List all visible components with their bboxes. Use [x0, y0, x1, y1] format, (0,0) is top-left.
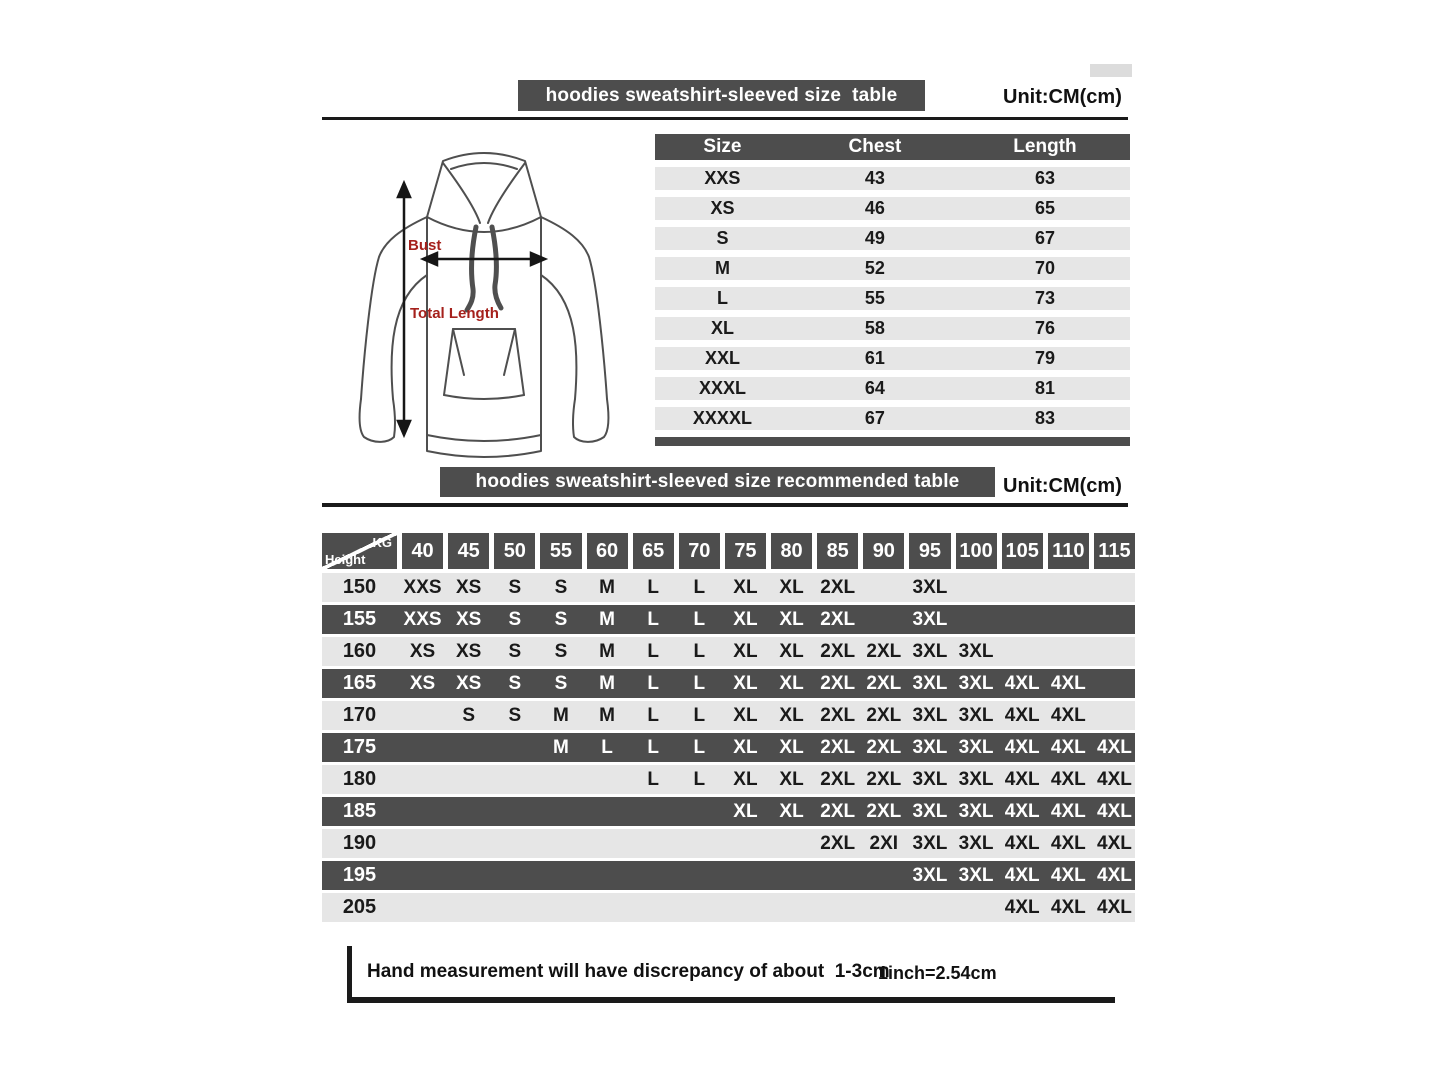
- recommended-size-cell: L: [693, 736, 706, 758]
- size-table-cell: 70: [1034, 258, 1055, 278]
- recommended-size-cell: M: [553, 736, 569, 758]
- weight-header-cell: 85: [817, 533, 858, 569]
- recommended-size-cell: S: [554, 672, 568, 694]
- weight-header-cell: 100: [956, 533, 997, 569]
- footnote-text: Hand measurement will have discrepancy of about 1-3cm: [367, 961, 890, 982]
- size-table-row: [655, 197, 1130, 220]
- recommended-size-cell: 2XL: [820, 800, 856, 822]
- recommended-size-cell: M: [599, 608, 615, 630]
- height-cell: 195: [342, 864, 377, 886]
- recommended-size-cell: 4XL: [1097, 800, 1132, 822]
- kg-label: KG: [372, 535, 392, 550]
- reco-table-row: [322, 637, 1135, 666]
- recommended-size-cell: 3XL: [912, 832, 948, 854]
- recommended-size-cell: XS: [456, 608, 482, 630]
- recommended-size-cell: 2XL: [820, 832, 856, 854]
- recommended-size-cell: 3XL: [912, 768, 948, 790]
- recommended-size-cell: 4XL: [1097, 864, 1132, 886]
- recommended-size-cell: 2XL: [820, 640, 856, 662]
- recommended-size-cell: L: [693, 576, 706, 598]
- recommended-size-cell: L: [647, 704, 659, 726]
- size-table-row: [655, 227, 1130, 250]
- recommended-size-cell: 4XL: [1004, 896, 1040, 918]
- recommended-size-cell: 2XL: [820, 576, 856, 598]
- recommended-size-cell: 3XL: [958, 800, 994, 822]
- size-table-cell: 79: [1034, 348, 1055, 368]
- recommended-size-cell: S: [508, 640, 522, 662]
- size-table-cell: 58: [864, 318, 885, 338]
- reco-table-row: [322, 797, 1135, 826]
- recommended-size-cell: 2XI: [869, 832, 899, 854]
- size-table-cell: XXXXL: [692, 408, 752, 428]
- size-table-cell: XXS: [704, 168, 741, 188]
- recommended-size-cell: XL: [779, 704, 804, 726]
- recommended-size-cell: 2XL: [820, 608, 856, 630]
- weight-header-cell: 90: [863, 533, 904, 569]
- unit-label-bottom: Unit:CM(cm): [1003, 475, 1122, 497]
- recommended-size-cell: 3XL: [958, 832, 994, 854]
- recommended-size-cell: L: [693, 608, 706, 630]
- recommended-size-cell: 3XL: [912, 704, 948, 726]
- weight-header-cell: 50: [494, 533, 535, 569]
- recommended-size-cell: 4XL: [1097, 832, 1132, 854]
- size-table-cell: 76: [1034, 318, 1055, 338]
- recommended-size-cell: L: [601, 736, 613, 758]
- weight-header-cell: 110: [1048, 533, 1089, 569]
- hoodie-diagram: [333, 133, 635, 465]
- size-table-row: [655, 287, 1130, 310]
- recommended-size-cell: 3XL: [912, 736, 948, 758]
- size-table-cell: 64: [864, 378, 885, 398]
- reco-table-row: [322, 605, 1135, 634]
- recommended-size-cell: XL: [779, 736, 804, 758]
- weight-header-cell: 115: [1094, 533, 1135, 569]
- size-table: [655, 134, 1130, 446]
- recommended-size-cell: XS: [409, 640, 436, 662]
- recommended-size-cell: 2XL: [820, 736, 856, 758]
- unit-label-top: Unit:CM(cm): [1003, 86, 1122, 108]
- size-table-cell: 83: [1034, 408, 1055, 428]
- size-table-cell: 63: [1034, 168, 1055, 188]
- recommended-size-cell: 2XL: [866, 704, 902, 726]
- recommended-size-cell: XS: [456, 672, 482, 694]
- height-cell: 150: [342, 576, 377, 598]
- corner-cell: [322, 533, 397, 569]
- recommended-size-cell: XL: [733, 768, 758, 790]
- recommended-size-cell: 2XL: [866, 640, 902, 662]
- recommended-size-cell: XL: [779, 672, 804, 694]
- recommended-size-cell: 3XL: [912, 576, 948, 598]
- size-table-header: [655, 134, 1130, 160]
- reco-table-row: [322, 893, 1135, 922]
- size-table-cell: 67: [864, 408, 885, 428]
- size-table-cell: 55: [864, 288, 885, 308]
- size-table-cell: 73: [1034, 288, 1055, 308]
- recommended-size-cell: 4XL: [1004, 800, 1040, 822]
- recommended-size-cell: M: [599, 704, 615, 726]
- recommended-size-cell: 4XL: [1004, 768, 1040, 790]
- weight-header-cell: 55: [540, 533, 581, 569]
- recommended-size-cell: L: [693, 672, 706, 694]
- weight-header-cell: 65: [633, 533, 674, 569]
- recommended-size-cell: 3XL: [912, 800, 948, 822]
- recommended-size-cell: 3XL: [958, 672, 994, 694]
- size-table-row: [655, 407, 1130, 430]
- recommended-size-cell: M: [599, 640, 615, 662]
- size-table-row: [655, 167, 1130, 190]
- size-table-cell: M: [714, 258, 730, 278]
- recommended-size-cell: L: [693, 768, 706, 790]
- reco-table-row: [322, 765, 1135, 794]
- recommended-size-cell: 2XL: [820, 672, 856, 694]
- recommended-size-cell: XL: [779, 576, 804, 598]
- weight-header-cell: 60: [587, 533, 628, 569]
- recommended-size-cell: M: [599, 672, 615, 694]
- recommended-size-cell: L: [693, 704, 706, 726]
- weight-header-cell: 105: [1002, 533, 1043, 569]
- recommended-size-cell: L: [647, 768, 659, 790]
- size-table-header-cell: Length: [1013, 136, 1077, 157]
- weight-header-cell: 80: [771, 533, 812, 569]
- recommended-size-cell: S: [508, 608, 522, 630]
- recommended-size-cell: 3XL: [958, 640, 994, 662]
- height-cell: 190: [342, 832, 377, 854]
- reco-table-header: [322, 533, 1135, 569]
- recommended-size-cell: S: [508, 672, 522, 694]
- recommended-size-cell: 4XL: [1050, 800, 1086, 822]
- height-cell: 185: [342, 800, 377, 822]
- recommended-size-cell: 4XL: [1004, 704, 1040, 726]
- recommended-size-cell: 2XL: [866, 800, 902, 822]
- recommended-size-cell: XL: [733, 704, 758, 726]
- size-table-row: [655, 347, 1130, 370]
- reco-table-row: [322, 573, 1135, 602]
- recommended-size-cell: S: [508, 704, 522, 726]
- reco-table-row: [322, 701, 1135, 730]
- recommended-size-cell: XL: [733, 672, 758, 694]
- size-table-cell: 49: [864, 228, 885, 248]
- size-table-cell: 43: [864, 168, 885, 188]
- recommended-size-cell: XL: [733, 800, 758, 822]
- recommended-size-cell: 4XL: [1097, 736, 1132, 758]
- recommended-size-cell: 3XL: [958, 704, 994, 726]
- reco-table-row: [322, 829, 1135, 858]
- recommended-size-cell: 3XL: [958, 736, 994, 758]
- size-table-cell: XXL: [704, 348, 740, 368]
- divider-line-top: [322, 117, 1128, 120]
- recommended-size-cell: 2XL: [820, 768, 856, 790]
- recommended-size-cell: L: [647, 736, 659, 758]
- size-table-header-cell: Size: [703, 136, 742, 157]
- recommended-size-cell: XXS: [403, 576, 442, 598]
- recommended-size-cell: S: [508, 576, 522, 598]
- weight-header-cell: 75: [725, 533, 766, 569]
- height-cell: 160: [342, 640, 377, 662]
- weight-header-cell: 95: [909, 533, 950, 569]
- size-table-title: hoodies sweatshirt-sleeved size table: [518, 80, 925, 111]
- recommended-size-cell: XL: [733, 736, 758, 758]
- recommended-size-cell: XL: [779, 640, 804, 662]
- height-label: Height: [325, 552, 366, 567]
- size-table-cell: XS: [710, 198, 735, 218]
- recommended-size-cell: 4XL: [1050, 672, 1086, 694]
- footnote-vertical-rule: [347, 946, 352, 1003]
- recommended-size-cell: 4XL: [1050, 768, 1086, 790]
- height-cell: 165: [342, 672, 377, 694]
- size-table-cell: XL: [710, 318, 734, 338]
- recommended-size-cell: 2XL: [866, 736, 902, 758]
- recommended-size-cell: 4XL: [1050, 896, 1086, 918]
- recommended-size-cell: XXS: [403, 608, 442, 630]
- pocket: [444, 329, 524, 399]
- recommended-size-cell: XL: [733, 608, 758, 630]
- recommended-size-cell: 4XL: [1004, 736, 1040, 758]
- size-table-cell: 65: [1034, 198, 1055, 218]
- bust-label: Bust: [408, 237, 442, 254]
- size-table-cell: 61: [864, 348, 885, 368]
- recommended-size-cell: XL: [779, 800, 804, 822]
- recommended-size-cell: 2XL: [866, 672, 902, 694]
- conversion-note: 1inch=2.54cm: [878, 963, 997, 983]
- recommended-size-cell: L: [647, 672, 659, 694]
- recommended-size-cell: XS: [456, 640, 482, 662]
- height-cell: 180: [342, 768, 377, 790]
- recommended-size-cell: 4XL: [1004, 864, 1040, 886]
- recommended-size-cell: M: [599, 576, 615, 598]
- recommended-size-cell: S: [554, 640, 568, 662]
- recommended-size-cell: 2XL: [866, 768, 902, 790]
- size-table-footer-bar: [655, 437, 1130, 446]
- size-table-cell: XXXL: [698, 378, 746, 398]
- recommended-size-cell: XL: [779, 608, 804, 630]
- recommended-size-cell: 3XL: [912, 672, 948, 694]
- divider-line-bottom: [322, 503, 1128, 507]
- recommended-table-title: hoodies sweatshirt-sleeved size recommended table: [440, 467, 995, 497]
- height-cell: 175: [342, 736, 377, 758]
- size-table-cell: 67: [1034, 228, 1055, 248]
- size-table-cell: 46: [864, 198, 885, 218]
- recommended-size-cell: L: [647, 608, 659, 630]
- size-table-row: [655, 377, 1130, 400]
- weight-header-cell: 40: [402, 533, 443, 569]
- recommended-size-cell: L: [647, 640, 659, 662]
- size-table-row: [655, 257, 1130, 280]
- footnote-horizontal-rule: [347, 997, 1115, 1003]
- recommended-size-cell: S: [554, 608, 568, 630]
- recommended-size-cell: 3XL: [958, 768, 994, 790]
- recommended-size-cell: S: [462, 704, 476, 726]
- size-table-cell: 52: [864, 258, 885, 278]
- reco-table-row: [322, 669, 1135, 698]
- recommended-size-cell: L: [693, 640, 706, 662]
- recommended-size-cell: 4XL: [1050, 864, 1086, 886]
- recommended-size-cell: XS: [409, 672, 436, 694]
- recommended-size-cell: 4XL: [1050, 736, 1086, 758]
- total-length-label: Total Length: [410, 305, 499, 322]
- size-table-body: [655, 167, 1130, 430]
- reco-table-body: [322, 573, 1135, 922]
- weight-header-cell: 45: [448, 533, 489, 569]
- recommended-size-cell: M: [553, 704, 569, 726]
- reco-table-row: [322, 861, 1135, 890]
- recommended-size-cell: 4XL: [1004, 672, 1040, 694]
- size-table-cell: 81: [1034, 378, 1055, 398]
- height-cell: 155: [342, 608, 377, 630]
- recommended-size-cell: XS: [456, 576, 482, 598]
- recommended-table: [322, 533, 1135, 925]
- recommended-size-cell: XL: [779, 768, 804, 790]
- height-cell: 205: [342, 896, 377, 918]
- recommended-size-cell: L: [647, 576, 659, 598]
- recommended-size-cell: 4XL: [1097, 768, 1132, 790]
- recommended-size-cell: 2XL: [820, 704, 856, 726]
- recommended-size-cell: 3XL: [912, 640, 948, 662]
- scan-artifact: [1090, 64, 1132, 77]
- recommended-size-cell: 4XL: [1050, 832, 1086, 854]
- recommended-size-cell: 3XL: [912, 864, 948, 886]
- recommended-size-cell: 4XL: [1050, 704, 1086, 726]
- recommended-size-cell: XL: [733, 640, 758, 662]
- height-cell: 170: [342, 704, 377, 726]
- recommended-size-cell: S: [554, 576, 568, 598]
- recommended-size-cell: 4XL: [1097, 896, 1132, 918]
- size-table-cell: S: [716, 228, 729, 248]
- recommended-size-cell: 4XL: [1004, 832, 1040, 854]
- weight-header-cell: 70: [679, 533, 720, 569]
- size-table-row: [655, 317, 1130, 340]
- recommended-size-cell: 3XL: [912, 608, 948, 630]
- size-table-cell: L: [716, 288, 728, 308]
- recommended-size-cell: XL: [733, 576, 758, 598]
- size-table-header-cell: Chest: [848, 136, 902, 157]
- recommended-size-cell: 3XL: [958, 864, 994, 886]
- reco-table-row: [322, 733, 1135, 762]
- drawstrings: [467, 227, 501, 310]
